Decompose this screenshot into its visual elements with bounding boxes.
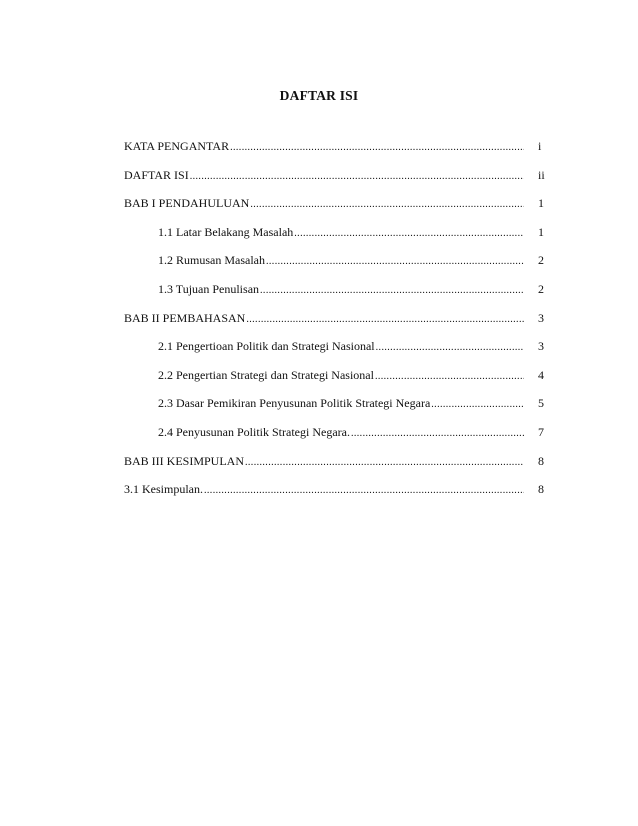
- toc-entry-page-number: 2: [538, 253, 544, 268]
- toc-entry-label: 2.3 Dasar Pemikiran Penyusunan Politik Strategi Negara: [158, 396, 431, 411]
- toc-entry-label: 1.3 Tujuan Penulisan: [158, 281, 260, 296]
- toc-entry-1-1: [124, 218, 554, 247]
- toc-entry-page-number: 3: [538, 310, 544, 325]
- toc-entry-label: BAB III KESIMPULAN: [124, 453, 244, 468]
- toc-entry-bab-3: [124, 447, 554, 476]
- table-of-contents: [124, 132, 554, 504]
- toc-entry-label: 3.1 Kesimpulan.: [124, 482, 203, 497]
- dot-leader: [246, 306, 524, 335]
- toc-entry-label: KATA PENGANTAR: [124, 139, 230, 153]
- toc-entry-bab-1: [124, 189, 554, 218]
- dot-leader: [230, 134, 524, 163]
- dot-leader: [245, 449, 524, 478]
- toc-entry-page-number: 7: [538, 424, 544, 439]
- toc-entry-label: BAB I PENDAHULUAN: [124, 196, 250, 211]
- toc-entry-label: DAFTAR ISI: [124, 167, 189, 182]
- toc-entry-3-1: [124, 475, 554, 504]
- dot-leader: [190, 163, 524, 192]
- toc-entry-page-number: 5: [538, 396, 544, 411]
- dot-leader: [431, 391, 524, 420]
- toc-entry-2-1: [124, 332, 554, 361]
- toc-entry-daftar-isi: [124, 161, 554, 190]
- toc-entry-label: 1.2 Rumusan Masalah: [158, 253, 265, 268]
- toc-entry-page-number: ii: [538, 167, 545, 182]
- toc-entry-1-3: [124, 275, 554, 304]
- toc-entry-page-number: 2: [538, 281, 544, 296]
- toc-entry-kata-pengantar: [124, 132, 554, 161]
- toc-entry-page-number: 8: [538, 482, 544, 497]
- toc-entry-2-2: [124, 361, 554, 390]
- toc-entry-label: 2.2 Pengertian Strategi dan Strategi Nasional: [158, 367, 374, 382]
- dot-leader: [266, 248, 524, 277]
- toc-entry-page-number: 3: [538, 339, 544, 354]
- toc-entry-page-number: 1: [538, 224, 544, 239]
- toc-entry-page-number: 4: [538, 367, 544, 382]
- toc-entry-label: BAB II PEMBAHASAN: [124, 310, 246, 325]
- dot-leader: [250, 191, 524, 220]
- page-title: DAFTAR ISI: [279, 88, 359, 103]
- toc-entry-page-number: 8: [538, 453, 544, 468]
- toc-entry-label: 2.4 Penyusunan Politik Strategi Negara.: [158, 424, 350, 439]
- toc-entry-label: 2.1 Pengertioan Politik dan Strategi Nasional: [158, 339, 375, 354]
- dot-leader: [294, 220, 524, 249]
- toc-entry-2-3: [124, 389, 554, 418]
- toc-entry-2-4: [124, 418, 554, 447]
- dot-leader: [375, 363, 524, 392]
- dot-leader: [204, 477, 524, 506]
- dot-leader: [351, 420, 524, 449]
- toc-entry-1-2: [124, 246, 554, 275]
- dot-leader: [260, 277, 524, 306]
- toc-entry-label: 1.1 Latar Belakang Masalah: [158, 224, 294, 239]
- toc-entry-page-number: i: [538, 139, 542, 153]
- toc-entry-page-number: 1: [538, 196, 544, 211]
- toc-entry-bab-2: [124, 304, 554, 333]
- dot-leader: [376, 334, 524, 363]
